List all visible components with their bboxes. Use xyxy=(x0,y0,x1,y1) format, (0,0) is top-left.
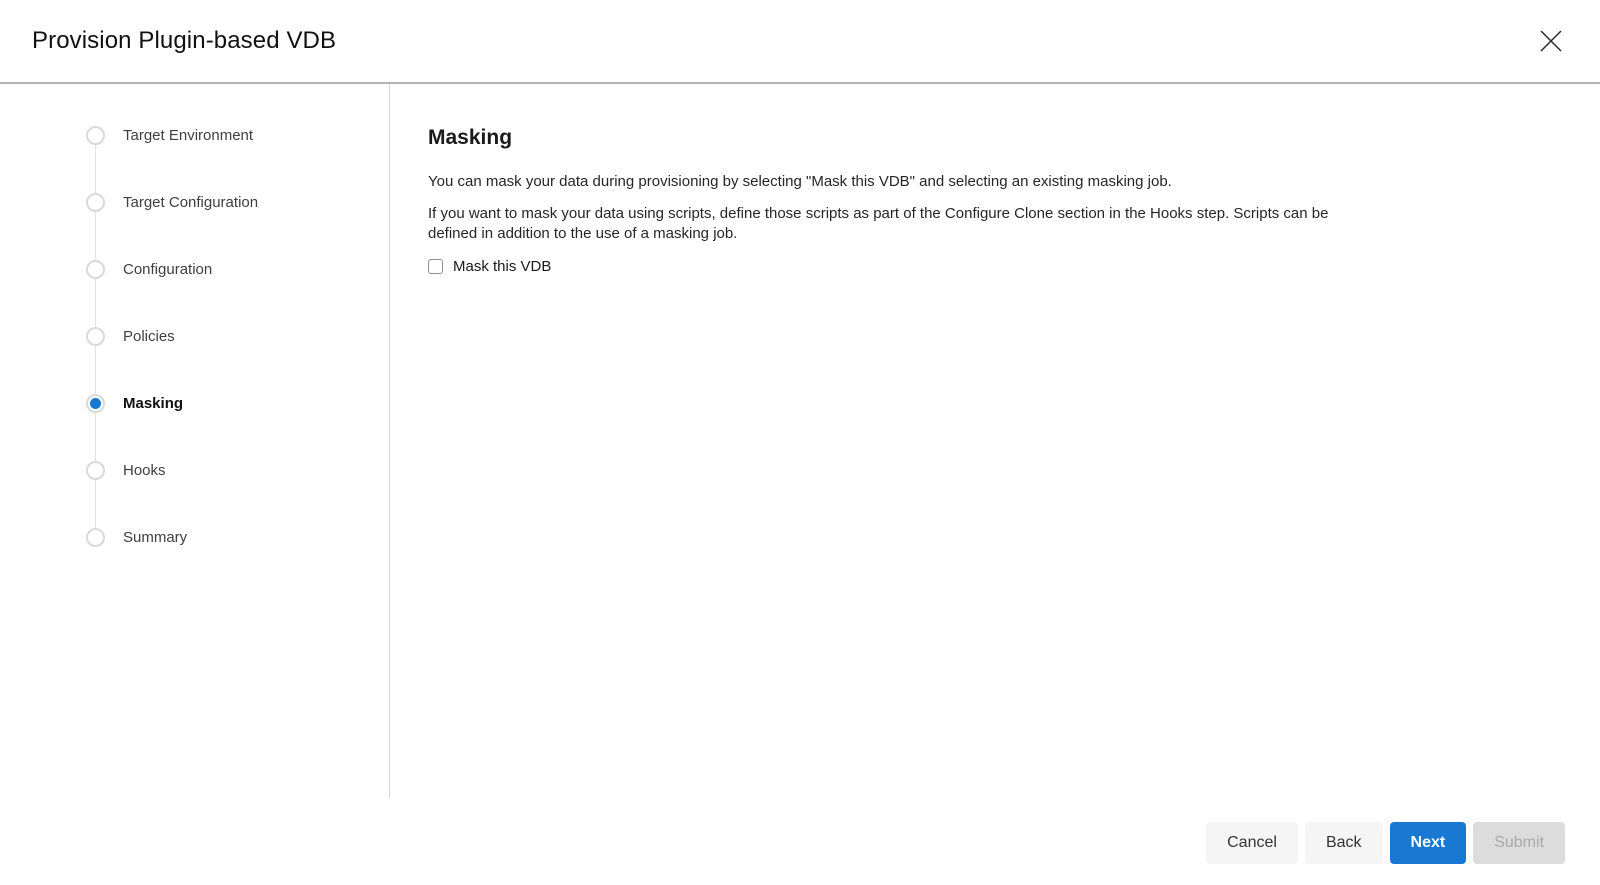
step-circle-icon xyxy=(86,193,105,212)
dialog-footer xyxy=(1206,822,1565,864)
step-summary[interactable] xyxy=(86,523,187,551)
step-circle-icon xyxy=(86,260,105,279)
step-masking[interactable] xyxy=(86,389,183,417)
masking-description-1: You can mask your data during provisioning by selecting "Mask this VDB" and selecting an existing masking job. xyxy=(428,173,1172,190)
step-hooks[interactable] xyxy=(86,456,166,484)
active-step-dot xyxy=(90,398,101,409)
cancel-button[interactable]: Cancel xyxy=(1206,822,1298,864)
step-circle-icon xyxy=(86,461,105,480)
step-content-panel xyxy=(390,84,1600,883)
wizard-step-list xyxy=(0,84,390,883)
mask-this-vdb-label: Mask this VDB xyxy=(453,258,552,275)
step-label: Hooks xyxy=(123,461,166,479)
step-target-environment[interactable] xyxy=(86,121,253,149)
step-label: Masking xyxy=(123,394,184,412)
step-circle-icon xyxy=(86,394,105,413)
mask-this-vdb-checkbox[interactable] xyxy=(428,259,443,274)
back-button[interactable]: Back xyxy=(1305,822,1383,864)
close-button[interactable] xyxy=(1537,27,1565,55)
step-circle-icon xyxy=(86,528,105,547)
step-label: Configuration xyxy=(123,260,213,278)
step-target-configuration[interactable] xyxy=(86,188,258,216)
dialog-body xyxy=(0,84,1600,883)
masking-description-2: If you want to mask your data using scripts, define those scripts as part of the Configure Clone section in the Hooks step. Scripts can be defined in addition to the use of a masking job. xyxy=(428,205,1329,242)
step-label: Target Environment xyxy=(123,126,254,144)
step-circle-icon xyxy=(86,126,105,145)
step-label: Target Configuration xyxy=(123,193,259,211)
dialog-header xyxy=(0,0,1600,84)
step-configuration[interactable] xyxy=(86,255,212,283)
step-policies[interactable] xyxy=(86,322,175,350)
submit-button[interactable]: Submit xyxy=(1473,822,1565,864)
close-icon xyxy=(1538,28,1564,54)
mask-this-vdb-option[interactable] xyxy=(428,258,551,275)
step-label: Summary xyxy=(123,528,188,546)
dialog-title: Provision Plugin-based VDB xyxy=(32,27,337,54)
page-title: Masking xyxy=(428,126,513,149)
next-button[interactable]: Next xyxy=(1390,822,1467,864)
step-circle-icon xyxy=(86,327,105,346)
step-label: Policies xyxy=(123,327,175,345)
